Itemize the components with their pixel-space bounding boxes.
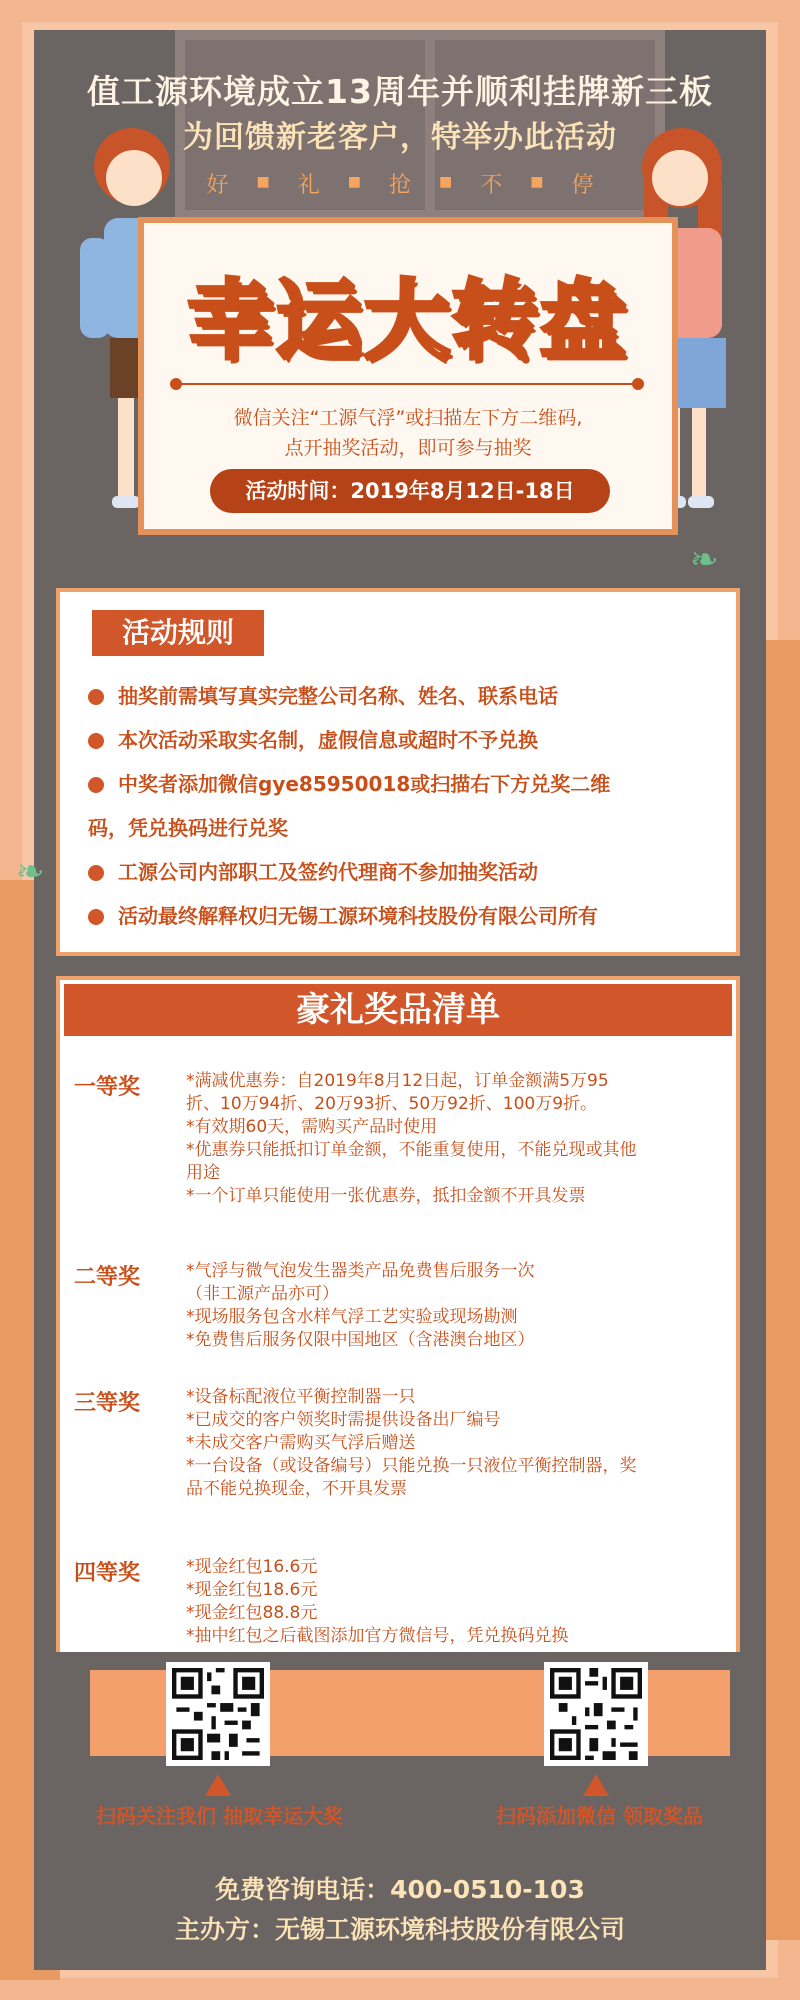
rule-item: 本次活动采取实名制，虚假信息或超时不予兑换 (88, 718, 718, 762)
rules-section (56, 588, 740, 956)
consult-phone: 免费咨询电话：400-0510-103 (215, 1875, 585, 1904)
headline-thanks: 为回馈新老客户，特举办此活动 (183, 120, 617, 155)
prize-list-section (56, 976, 740, 1652)
wechat-qr-code[interactable] (544, 1662, 648, 1766)
slogan-char: 抢 (388, 173, 411, 198)
rule-item: 工源公司内部职工及签约代理商不参加抽奖活动 (88, 850, 718, 894)
rules-list (88, 674, 718, 938)
qr-code-icon (550, 1668, 642, 1760)
instructions-line: 点开抽奖活动，即可参与抽奖 (284, 437, 532, 459)
organizer: 主办方：无锡工源环境科技股份有限公司 (174, 1915, 625, 1944)
title-divider (174, 383, 640, 385)
tier-details: *设备标配液位平衡控制器一只 *已成交的客户领奖时需提供设备出厂编号 *未成交客户需购买气浮后赠送 *一台设备（或设备编号）只能兑换一只液位平衡控制器，奖 品不能兑换现金，不开具发票 (186, 1387, 637, 1499)
leaf-icon: ❧ (16, 852, 45, 892)
rules-heading: 活动规则 (92, 610, 264, 656)
tier-details: *气浮与微气泡发生器类产品免费售后服务一次 （非工源产品亦可） *现场服务包含水样气浮工艺实验或现场勘测 *免费售后服务仅限中国地区（含港澳台地区） (186, 1261, 535, 1350)
frame-accent-right (760, 640, 800, 1940)
tier-details: *满减优惠券：自2019年8月12日起，订单金额满5万95 折、10万94折、20万93折、50万92折、100万9折。 *有效期60天，需购买产品时使用 *优惠券只能抵扣订单金额，不能重复使用，不能兑现或其他 用途 *一个订单只能使用一张优惠券，抵扣金额不开具发票 (186, 1071, 637, 1206)
follow-qr-caption: 扫码关注我们 抽取幸运大奖 (96, 1804, 343, 1828)
slogan-char: 好 (206, 173, 229, 198)
lucky-wheel-card (138, 217, 678, 535)
instructions-line: 微信关注“工源气浮”或扫描左下方二维码, (233, 407, 583, 429)
arrow-up-icon (205, 1774, 231, 1796)
slogan-char: 停 (571, 173, 594, 198)
arrow-up-icon (583, 1774, 609, 1796)
tier-name: 一等奖 (74, 1075, 141, 1100)
qr-code-icon (172, 1668, 264, 1760)
lucky-wheel-title: 幸运大转盘 (188, 271, 628, 371)
slogan-char: 礼 (297, 173, 320, 198)
rule-item: 抽奖前需填写真实完整公司名称、姓名、联系电话 (88, 674, 718, 718)
headline-anniversary: 值工源环境成立13周年并顺利挂牌新三板 (87, 72, 713, 111)
wechat-qr-caption: 扫码添加微信 领取奖品 (496, 1804, 703, 1828)
rule-item: 中奖者添加微信gye85950018或扫描右下方兑奖二维 码，凭兑换码进行兑奖 (88, 762, 718, 850)
tier-name: 二等奖 (74, 1265, 141, 1290)
leaf-icon: ❧ (690, 540, 719, 580)
slogan-char: 不 (480, 173, 503, 198)
prize-list-heading: 豪礼奖品清单 (64, 984, 732, 1036)
follow-qr-code[interactable] (166, 1662, 270, 1766)
participation-instructions (144, 403, 672, 463)
rule-item: 活动最终解释权归无锡工源环境科技股份有限公司所有 (88, 894, 718, 938)
tier-name: 四等奖 (74, 1561, 141, 1586)
tier-name: 三等奖 (74, 1391, 141, 1416)
tier-details: *现金红包16.6元 *现金红包18.6元 *现金红包88.8元 *抽中红包之后截图添加官方微信号，凭兑换码兑换 (186, 1557, 569, 1646)
event-time-badge: 活动时间：2019年8月12日-18日 (210, 469, 610, 513)
slogan: 好 ■ 礼 ■ 抢 ■ 不 ■ 停 (0, 168, 800, 199)
